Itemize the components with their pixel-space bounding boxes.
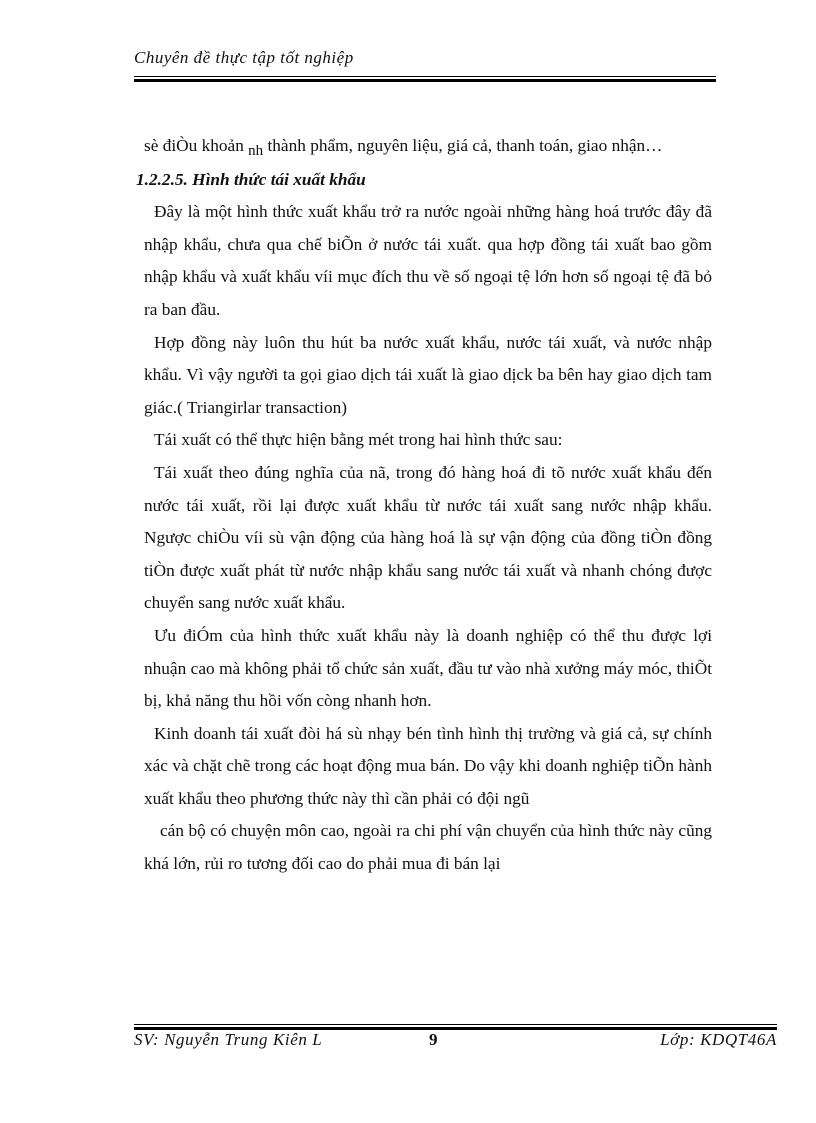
paragraph-2: Đây là một hình thức xuất khẩu trở ra nước ngoài những hàng hoá trước đây đã nhập khẩu, chưa qua chế biÕn ở nước tái xuất. qua hợp đồng tái xuất bao gồm nhập khẩu và xuất khẩu víi mục đích thu về số ngoại tệ lớn hơn số ngoại tệ đã bỏ ra ban đầu.	[144, 202, 712, 319]
footer-student: SV: Nguyễn Trung Kiên L	[134, 1030, 323, 1049]
footer-class: Lớp: KDQT46A	[660, 1030, 777, 1049]
paragraph-4: Tái xuất có thể thực hiện bằng mét trong hai hình thức sau:	[154, 430, 563, 450]
paragraph-5: Tái xuất theo đúng nghĩa của nã, trong đó hàng hoá đi tõ nước xuất khẩu đến nước tái xuất, rồi lại được xuất khẩu từ nước tái xuất sang nước nhập khẩu. Ngược chiÒu víi sù vận động của hàng hoá là sự vận động của đồng tiÒn đồng tiÒn được xuất phát từ nước nhập khẩu sang nước tái xuất và nhanh chóng được chuyển sang nước xuất khẩu.	[144, 462, 712, 613]
paragraph-8: cán bộ có chuyện môn cao, ngoài ra chi phí vận chuyển của hình thức này cũng khá lớn, rủi ro tương đối cao do phải mua đi bán lại	[144, 821, 712, 874]
paragraph-1	[144, 130, 712, 164]
header-rule-thick	[134, 79, 716, 82]
header-rule-thin	[134, 76, 716, 77]
footer-page-number: 9	[429, 1030, 439, 1049]
footer-rule-thin	[134, 1024, 777, 1025]
p1-text-b: thành phẩm, nguyên liệu, giá cả, thanh toán, giao nhận…	[263, 136, 663, 155]
document-body	[136, 130, 712, 881]
section-heading: 1.2.2.5. Hình thức tái xuất khẩu	[136, 169, 366, 189]
paragraph-3: Hợp đồng này luôn thu hút ba nước xuất khẩu, nước tái xuất, và nước nhập khẩu. Vì vậy người ta gọi giao dịch tái xuất là giao dịck ba bên hay giao dịch tam giác.( Triangirlar transaction)	[144, 332, 712, 417]
paragraph-7: Kinh doanh tái xuất đòi há sù nhạy bén tình hình thị trường và giá cả, sự chính xác và chặt chẽ trong các hoạt động mua bán. Do vậy khi doanh nghiệp tiÕn hành xuất khẩu theo phương thức này thì cần phải có đội ngũ	[144, 723, 712, 808]
paragraph-6: Ưu điÓm của hình thức xuất khẩu này là doanh nghiệp có thể thu được lợi nhuận cao mà không phải tổ chức sản xuất, đầu tư vào nhà xưởng máy móc, thiÕt bị, khả năng thu hồi vốn còng nhanh hơn.	[144, 625, 712, 711]
page-footer	[134, 1030, 777, 1056]
page-header-title: Chuyên đề thực tập tốt nghiệp	[134, 48, 354, 67]
p1-text-a: sè điÒu khoản	[144, 136, 249, 155]
p1-subscript: nh	[248, 143, 264, 159]
